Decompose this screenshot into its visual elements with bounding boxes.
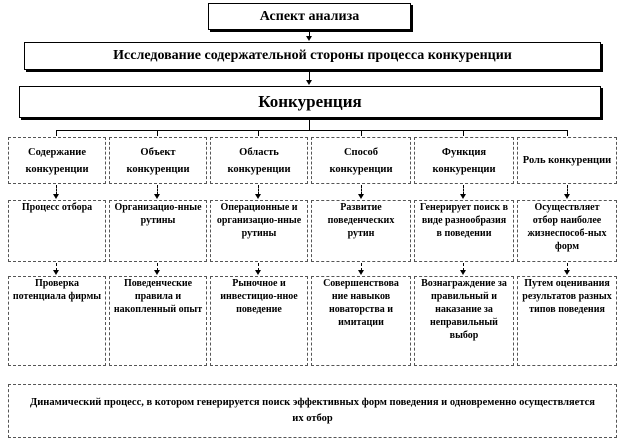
row3-content xyxy=(8,276,106,366)
row2-object-label: Организацио-нные рутины xyxy=(114,202,202,226)
row2-function-label: Генерирует поиск в виде разнообразия в поведении xyxy=(419,202,509,239)
category-area-label: Область конкуренции xyxy=(227,146,291,175)
row2-role xyxy=(517,200,617,262)
connector-cat-2 xyxy=(157,130,158,136)
category-method-label: Способ конкуренции xyxy=(329,146,393,175)
connector-cat-3 xyxy=(258,130,259,136)
row3-content-label: Проверка потенциала фирмы xyxy=(12,278,102,302)
row3-area xyxy=(210,276,308,366)
category-content xyxy=(8,137,106,184)
arrow-row2-1 xyxy=(53,194,59,199)
aspect-box xyxy=(208,3,411,30)
connector-cat-5 xyxy=(463,130,464,136)
row2-method xyxy=(311,200,411,262)
category-object-label: Объект конкуренции xyxy=(126,146,190,175)
category-role xyxy=(517,137,617,184)
row2-role-label: Осуществляет отбор наиболее жизнеспособ-ных форм xyxy=(527,202,607,252)
row2-content-label: Процесс отбора xyxy=(21,202,93,213)
arrow-row3-2 xyxy=(154,270,160,275)
arrow-row3-1 xyxy=(53,270,59,275)
row3-object xyxy=(109,276,207,366)
summary-text: Динамический процесс, в котором генерируется поиск эффективных форм поведения и одновременно осуществляется их отбор xyxy=(30,397,595,424)
arrow-research-competition xyxy=(306,80,312,85)
category-area xyxy=(210,137,308,184)
research-box xyxy=(24,42,601,70)
arrow-row3-3 xyxy=(255,270,261,275)
arrow-row2-2 xyxy=(154,194,160,199)
row2-content xyxy=(8,200,106,262)
category-role-label: Роль конкуренции xyxy=(522,155,612,166)
arrow-row3-5 xyxy=(460,270,466,275)
arrow-row2-5 xyxy=(460,194,466,199)
arrow-row3-6 xyxy=(564,270,570,275)
research-label: Исследование содержательной стороны процесса конкуренции xyxy=(113,48,512,63)
row3-role xyxy=(517,276,617,366)
category-function xyxy=(414,137,514,184)
row2-area-label: Операционные и организацио-нные рутины xyxy=(216,202,302,239)
summary-box xyxy=(8,384,617,438)
row2-area xyxy=(210,200,308,262)
row2-object xyxy=(109,200,207,262)
connector-cat-4 xyxy=(361,130,362,136)
connector-bus xyxy=(56,130,568,131)
category-function-label: Функция конкуренции xyxy=(432,146,496,175)
connector-competition-bus xyxy=(309,119,310,130)
row3-function-label: Вознаграждение за правильный и наказание за неправильный выбор xyxy=(421,278,507,341)
aspect-label: Аспект анализа xyxy=(259,8,360,24)
arrow-row2-4 xyxy=(358,194,364,199)
row3-method xyxy=(311,276,411,366)
connector-cat-1 xyxy=(56,130,57,136)
arrow-aspect-research xyxy=(306,36,312,41)
category-content-label: Содержание конкуренции xyxy=(25,146,89,175)
row3-area-label: Рыночное и инвестицио-нное поведение xyxy=(220,278,298,315)
row3-method-label: Совершенствова ние навыков новаторства и имитации xyxy=(323,278,399,328)
competition-label: Конкуренция xyxy=(258,92,362,111)
arrow-row3-4 xyxy=(358,270,364,275)
row3-function xyxy=(414,276,514,366)
connector-cat-6 xyxy=(567,130,568,136)
arrow-row2-6 xyxy=(564,194,570,199)
arrow-row2-3 xyxy=(255,194,261,199)
row3-object-label: Поведенческие правила и накопленный опыт xyxy=(113,278,203,315)
row3-role-label: Путем оценивания результатов разных типов поведения xyxy=(522,278,612,315)
row2-method-label: Развитие поведенческих рутин xyxy=(327,202,395,239)
category-object xyxy=(109,137,207,184)
category-method xyxy=(311,137,411,184)
competition-box xyxy=(19,86,601,118)
row2-function xyxy=(414,200,514,262)
